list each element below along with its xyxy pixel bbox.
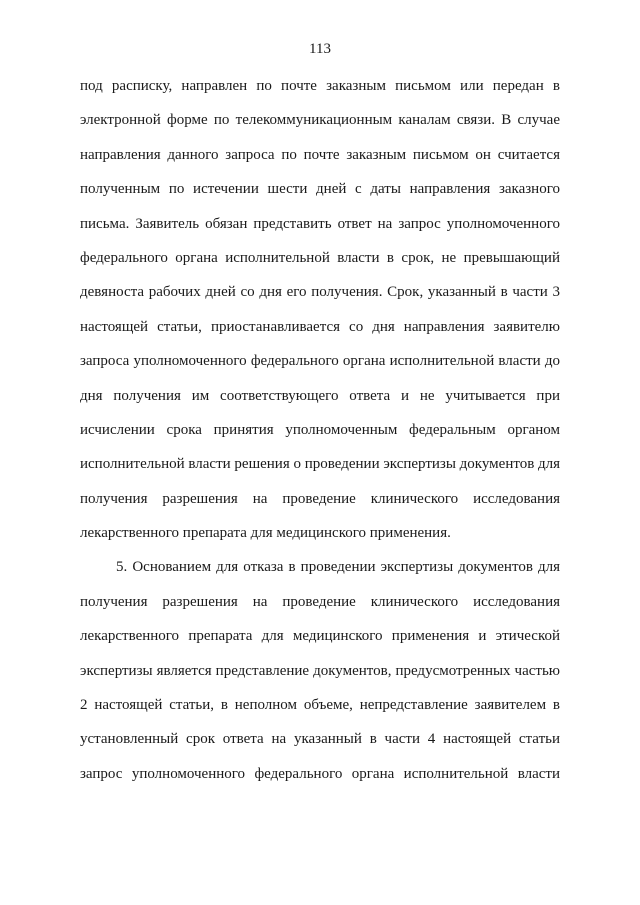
- text-line: экспертизы является представление документов, предусмотренных частью: [80, 662, 560, 679]
- text-line: запрос уполномоченного федерального органа исполнительной власти: [80, 765, 560, 782]
- text-line: настоящей статьи, приостанавливается со дня направления заявителю: [80, 318, 560, 335]
- text-line: лекарственного препарата для медицинского применения.: [80, 525, 451, 542]
- text-line: федерального органа исполнительной власти в срок, не превышающий: [80, 249, 560, 266]
- text-line: исчислении срока принятия уполномоченным федеральным органом: [80, 421, 560, 438]
- text-line: письма. Заявитель обязан представить ответ на запрос уполномоченного: [80, 215, 560, 232]
- document-body: [80, 69, 560, 791]
- text-line: установленный срок ответа на указанный в части 4 настоящей статьи: [80, 731, 560, 748]
- text-line: получения разрешения на проведение клинического исследования: [80, 593, 560, 610]
- text-line: электронной форме по телекоммуникационным каналам связи. В случае: [80, 112, 560, 129]
- page-number: 113: [309, 41, 331, 57]
- text-line: полученным по истечении шести дней с даты направления заказного: [80, 181, 560, 198]
- text-line: под расписку, направлен по почте заказным письмом или передан в: [80, 78, 560, 94]
- text-line: 2 настоящей статьи, в неполном объеме, непредставление заявителем в: [80, 697, 560, 714]
- paragraph-1: [80, 69, 560, 550]
- paragraph-2: [80, 550, 560, 791]
- text-line: получения разрешения на проведение клинического исследования: [80, 490, 560, 507]
- text-line: запроса уполномоченного федерального органа исполнительной власти до: [80, 353, 560, 370]
- text-line: лекарственного препарата для медицинского применения и этической: [80, 628, 560, 645]
- text-line: направления данного запроса по почте заказным письмом он считается: [80, 146, 560, 163]
- text-line: дня получения им соответствующего ответа и не учитывается при: [80, 387, 560, 404]
- text-line: исполнительной власти решения о проведении экспертизы документов для: [80, 456, 560, 473]
- text-line: девяноста рабочих дней со дня его получения. Срок, указанный в части 3: [80, 284, 560, 301]
- text-line: 5. Основанием для отказа в проведении экспертизы документов для: [116, 559, 560, 576]
